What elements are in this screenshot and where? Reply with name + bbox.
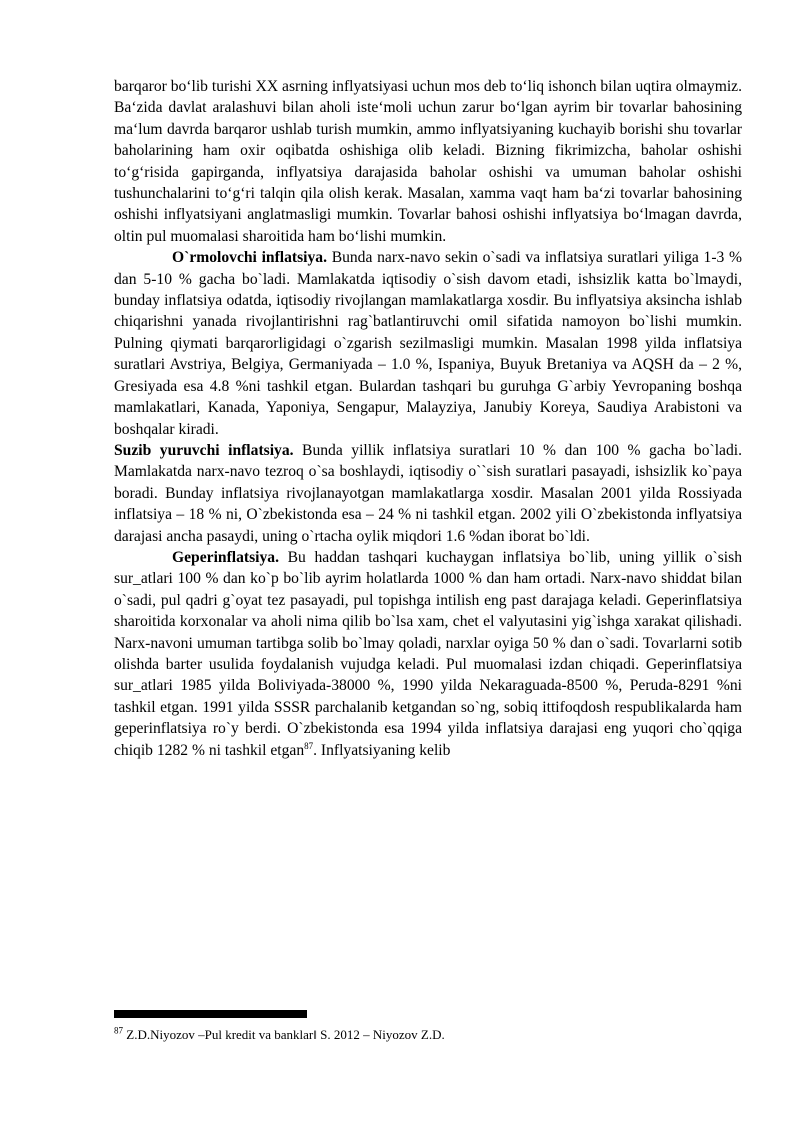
paragraph-galloping-inflation: Suzib yuruvchi inflatsiya. Bunda yillik inflatsiya suratlari 10 % dan 100 % gacha bo`ladi. Mamlakatda narx-navo tezroq o`sa boshlaydi, iqtisodiy o``sish suratlari pasayadi, ishsizlik ko`paya boradi. Bunday inflatsiya rivojlanayotgan mamlakatlarga xosdir. Masalan 2001 yilda Rossiyada inflatsiya – 18 % ni, O`zbekistonda esa – 24 % ni tashkil etgan. 2002 yili O`zbekistonda inflyatsiya darajasi ancha pasaydi, uning o`rtacha oylik miqdori 1.6 %dan iborat bo`ldi. xyxy=(114,441,742,545)
heading-galloping-inflation: Suzib yuruvchi inflatsiya. xyxy=(114,441,294,459)
footnote-separator xyxy=(114,1010,307,1018)
footnote-text: Z.D.Niyozov –Pul kredit va banklar‖ S. 2012 – Niyozov Z.D. xyxy=(123,1027,445,1042)
body-text xyxy=(114,76,742,761)
footnote-number: 87 xyxy=(114,1025,123,1036)
heading-hyperinflation: Geperinflatsiya. xyxy=(172,548,279,566)
paragraph-hyperinflation: Geperinflatsiya. Bu haddan tashqari kuchaygan inflatsiya bo`lib, uning yillik o`sish sur_atlari 100 % dan ko`p bo`lib ayrim holatlarda 1000 % dan ham ortadi. Narx-navo shiddat bilan o`sadi, pul qadri g`oyat tez pasayadi, pul topishga intilish eng past darajaga keladi. Geperinflatsiya sharoitida korxonalar va aholi nima qilib bo`lsa xam, chet el valyutasini yig`ishga xarakat qilishadi. Narx-navoni umuman tartibga solib bo`lmay qoladi, narxlar oyiga 50 % dan o`sadi. Tovarlarni sotib olishda barter usulida foydalanish vujudga keladi. Pul muomalasi izdan chiqadi. Geperinflatsiya sur_atlari 1985 yilda Boliviyada-38000 %, 1990 yilda Nekaraguada-8500 %, Peruda-8291 %ni tashkil etgan. 1991 yilda SSSR parchalanib ketgandan so`ng, sobiq ittifoqdosh respublikalarda ham geperinflatsiya ro`y berdi. O`zbekistonda esa 1994 yilda inflatsiya darajasi eng yuqori cho`qqiga chiqib 1282 % ni tashkil etgan$^{87}$. Inflyatsiyaning kelib xyxy=(114,548,742,759)
paragraph-creeping-inflation: O`rmolovchi inflatsiya. Bunda narx-navo sekin o`sadi va inflatsiya suratlari yiliga 1-3 % dan 5-10 % gacha bo`ladi. Mamlakatda iqtisodiy o`sish davom etadi, ishsizlik katta bo`lmaydi, bunday inflatsiya odatda, iqtisodiy rivojlangan mamlakatlarga xosdir. Bu inflyatsiya aksincha ishlab chiqarishni yanada rivojlantirishni rag`batlantiruvchi omil sifatida namoyon bo`lishi mumkin. Pulning qiymati barqarorligidagi o`zgarish sezilmasligi mumkin. Masalan 1998 yilda inflatsiya suratlari Avstriya, Belgiya, Germaniyada – 1.0 %, Ispaniya, Buyuk Bretaniya va AQSH da – 2 %, Gresiyada esa 4.8 %ni tashkil etgan. Bulardan tashqari bu guruhga G`arbiy Yevropaning boshqa mamlakatlari, Kanada, Yaponiya, Sengapur, Malayziya, Janubiy Koreya, Saudiya Arabistoni va boshqalar kiradi. xyxy=(114,249,742,438)
heading-creeping-inflation: O`rmolovchi inflatsiya. xyxy=(172,249,327,267)
paragraph-price-stability: barqaror bo‘lib turishi XX asrning inflyatsiyasi uchun mos deb to‘liq ishonch bilan uqtira olmaymiz. Ba‘zida davlat aralashuvi bilan aholi iste‘moli uchun zarur bo‘lgan ayrim bir tovarlar bahosining ma‘lum davrda barqaror ushlab turish mumkin, ammo inflyatsiyaning kuchayib borishi shu tovarlar baholarining ham oxir oqibatda oshishiga olib keladi. Bizning fikrimizcha, baholar oshishi to‘g‘risida gapirganda, inflyatsiya darajasida baholar oshishi va umuman baholar oshishi tushunchalarini to‘g‘ri talqin qila olish kerak. Masalan, xamma vaqt ham ba‘zi tovarlar bahosining oshishi inflyatsiyani anglatmasligi mumkin. Tovarlar bahosi oshishi inflyatsiya bo‘lmagan davrda, oltin pul muomalasi sharoitida ham bo‘lishi mumkin. xyxy=(114,78,742,245)
footnote-reference[interactable]: 87 xyxy=(304,740,314,751)
footnote xyxy=(114,1026,742,1044)
